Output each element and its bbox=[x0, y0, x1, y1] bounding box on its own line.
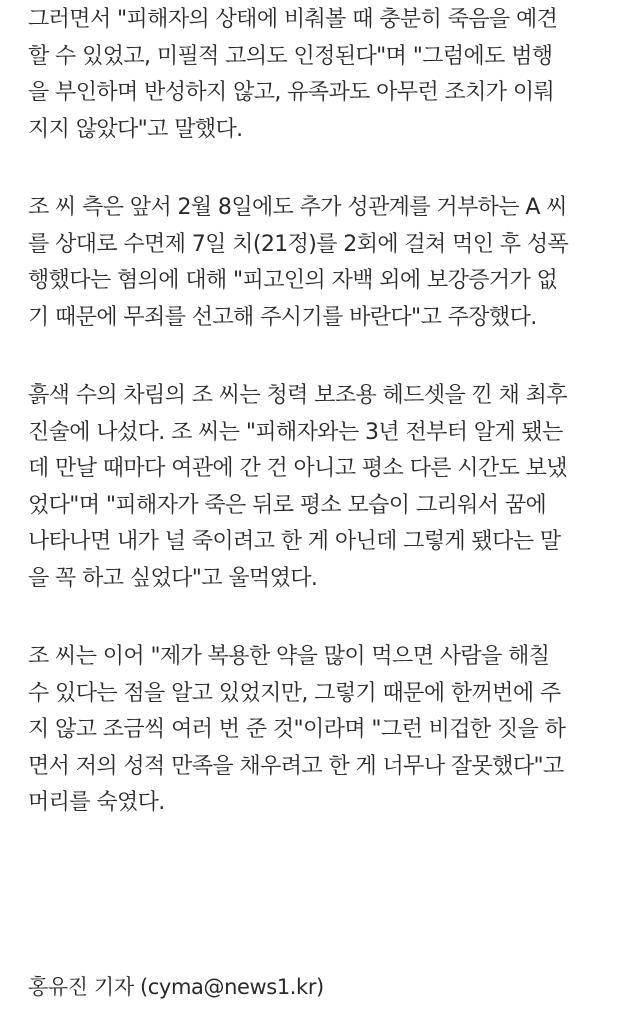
paragraph-3 bbox=[28, 378, 628, 597]
paragraph-1 bbox=[28, 2, 628, 148]
paragraph-2 bbox=[28, 190, 628, 336]
text-line: 지지 않았다"고 말했다. bbox=[28, 116, 243, 142]
text-line: 면서 저의 성적 만족을 채우려고 한 게 너무나 잘못했다"고 bbox=[28, 753, 564, 779]
text-line: 할 수 있었고, 미필적 고의도 인정된다"며 "그럼에도 범행 bbox=[28, 43, 553, 69]
text-line: 그러면서 "피해자의 상태에 비춰볼 때 충분히 죽음을 예견 bbox=[28, 7, 558, 32]
text-line: 었다"며 "피해자가 죽은 뒤로 평소 모습이 그리워서 꿈에 bbox=[28, 492, 547, 518]
text-line: 행했다는 혐의에 대해 "피고인의 자백 외에 보강증거가 없 bbox=[28, 268, 558, 293]
reporter-byline: 홍유진 기자 (cyma@news1.kr) bbox=[28, 975, 324, 999]
text-line: 수 있다는 점을 알고 있었지만, 그렇기 때문에 한꺼번에 주 bbox=[28, 680, 561, 706]
text-line: 머리를 숙였다. bbox=[28, 790, 165, 815]
text-line: 기 때문에 무죄를 선고해 주시기를 바란다"고 주장했다. bbox=[28, 304, 537, 330]
text-line: 흙색 수의 차림의 조 씨는 청력 보조용 헤드셋을 낀 채 최후 bbox=[28, 383, 567, 408]
text-line: 을 부인하며 반성하지 않고, 유족과도 아무런 조치가 이뤄 bbox=[28, 80, 555, 105]
text-line: 나타나면 내가 널 죽이려고 한 게 아닌데 그렇게 됐다는 말 bbox=[28, 529, 561, 554]
text-line: 조 씨는 이어 "제가 복용한 약을 많이 먹으면 사람을 해칠 bbox=[28, 644, 550, 669]
text-line: 를 상대로 수면제 7일 치(21정)를 2회에 걸쳐 먹인 후 성폭 bbox=[28, 231, 569, 257]
paragraph-4 bbox=[28, 639, 628, 822]
text-line: 데 만날 때마다 여관에 간 건 아니고 평소 다른 시간도 보냈 bbox=[28, 456, 567, 481]
text-line: 진술에 나섰다. 조 씨는 "피해자와는 3년 전부터 알게 됐는 bbox=[28, 419, 563, 445]
text-line: 조 씨 측은 앞서 2월 8일에도 추가 성관계를 거부하는 A 씨 bbox=[28, 195, 567, 220]
text-line: 지 않고 조금씩 여러 번 준 것"이라며 "그런 비겁한 짓을 하 bbox=[28, 717, 566, 742]
text-line: 을 꼭 하고 싶었다"고 울먹였다. bbox=[28, 565, 318, 591]
article-body bbox=[28, 2, 628, 864]
